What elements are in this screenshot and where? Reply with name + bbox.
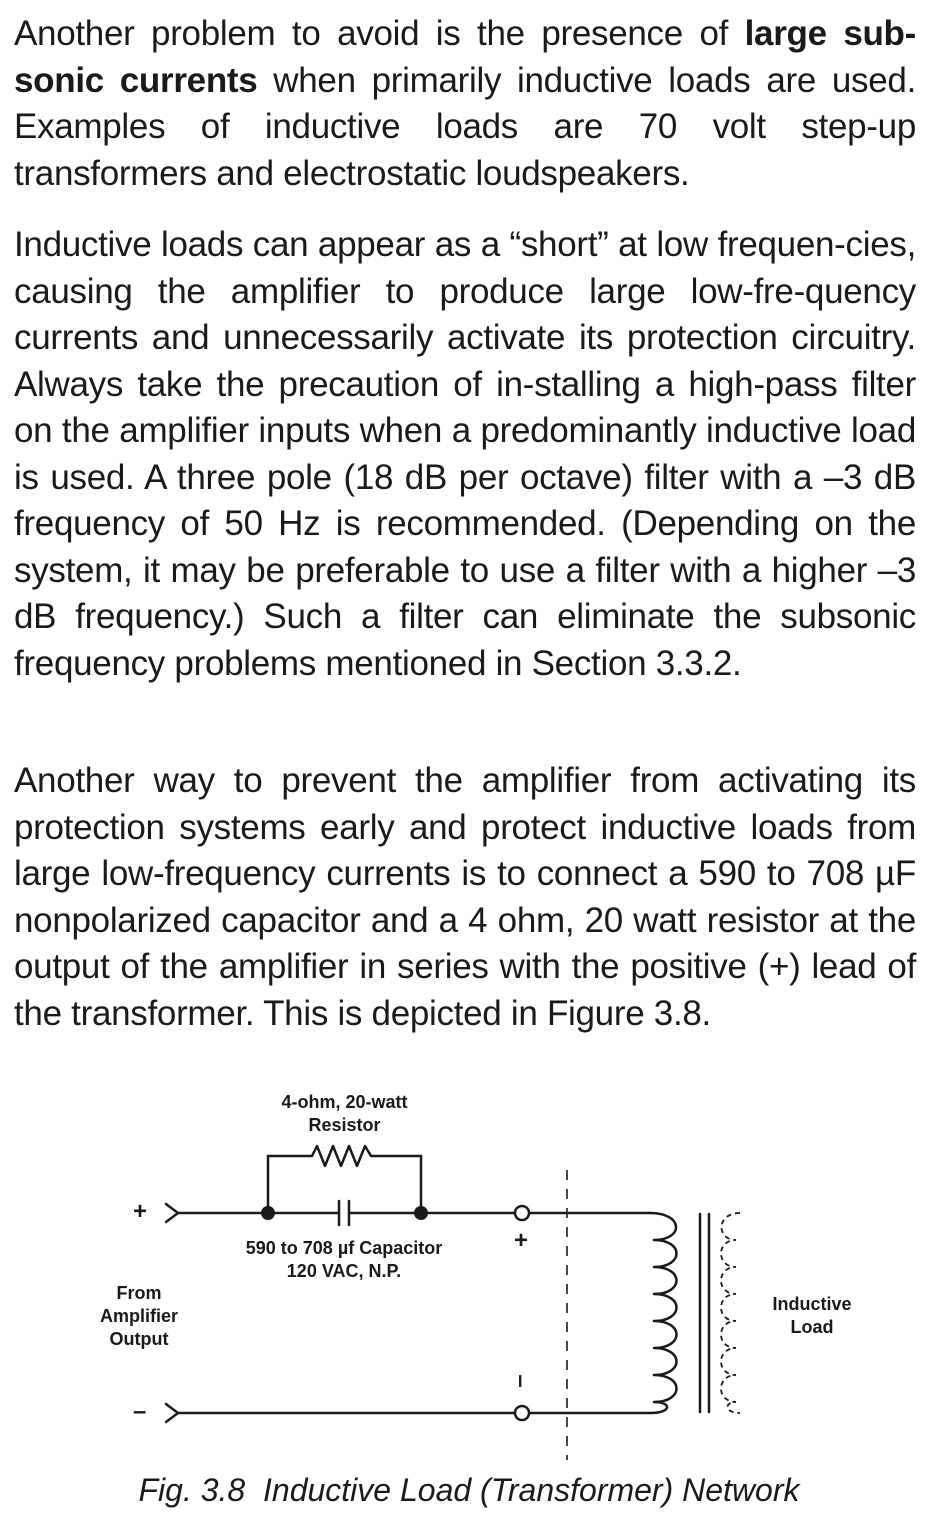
paragraph-1-tail-text: when primarily inductive loads are used. Examples of inductive loads are 70 volt step-up transformers and electrostatic loudspeakers. [14, 60, 916, 193]
secondary-coil-dashed [721, 1213, 740, 1413]
plus-terminal [515, 1206, 529, 1220]
input-plus-sign: + [133, 1198, 148, 1225]
resistor-label-line-1: 4-ohm, 20-watt [281, 1092, 408, 1112]
figure-caption: Fig. 3.8 Inductive Load (Transformer) Network [138, 1472, 800, 1508]
paragraph-1-lead-text: Another problem to avoid is the presence of [14, 14, 745, 53]
source-label-line-2: Amplifier [99, 1306, 178, 1326]
resistor-label-line-2: Resistor [308, 1115, 381, 1135]
capacitor-label-line-1: 590 to 708 µf Capacitor [245, 1238, 443, 1258]
load-label-line-2: Load [790, 1317, 834, 1337]
capacitor-label-line-2: 120 VAC, N.P. [286, 1261, 402, 1281]
junction-node-right [414, 1206, 428, 1220]
source-label-line-3: Output [109, 1329, 169, 1349]
source-label [84, 1282, 194, 1351]
minus-input-arrow [166, 1404, 178, 1422]
junction-node-left [261, 1206, 275, 1220]
input-minus-sign: – [133, 1398, 147, 1425]
source-label-line-1: From [116, 1283, 162, 1303]
resistor-zigzag [268, 1146, 421, 1166]
plus-input-arrow [166, 1204, 178, 1222]
load-label [757, 1293, 867, 1339]
terminal-minus-sign: – [507, 1374, 535, 1388]
paragraph-high-pass-filter: Inductive loads can appear as a “short” at low frequen-cies, causing the amplifier to produce large low-fre-quency currents and unnecessarily activate its protection circuitry. Always take the precaution of in-stalling a high-pass filter on the amplifier inputs when a predominantly inductive load is used. A three pole (18 dB per octave) filter with a –3 dB frequency of 50 Hz is recommended. (Depending on the system, it may be preferable to use a filter with a higher –3 dB frequency.) Such a filter can eliminate the subsonic frequency problems mentioned in Section 3.3.2. [14, 225, 916, 683]
minus-terminal [515, 1406, 529, 1420]
load-label-line-1: Inductive [772, 1294, 852, 1314]
paragraph-subsonic-currents [14, 11, 916, 197]
terminal-plus-sign: + [514, 1227, 529, 1254]
bold-phrase: large sub-sonic currents [14, 14, 916, 100]
figure-inductive-load-network [0, 1082, 938, 1530]
capacitor-label [226, 1237, 462, 1283]
paragraph-capacitor-resistor: Another way to prevent the amplifier from activating its protection systems early and protect inductive loads from large low-frequency currents is to connect a 590 to 708 µF nonpolarized capacitor and a 4 ohm, 20 watt resistor at the output of the amplifier in series with the positive (+) lead of the transformer. This is depicted in Figure 3.8. [14, 761, 916, 1033]
resistor-label [262, 1091, 427, 1137]
primary-coil [650, 1213, 677, 1413]
